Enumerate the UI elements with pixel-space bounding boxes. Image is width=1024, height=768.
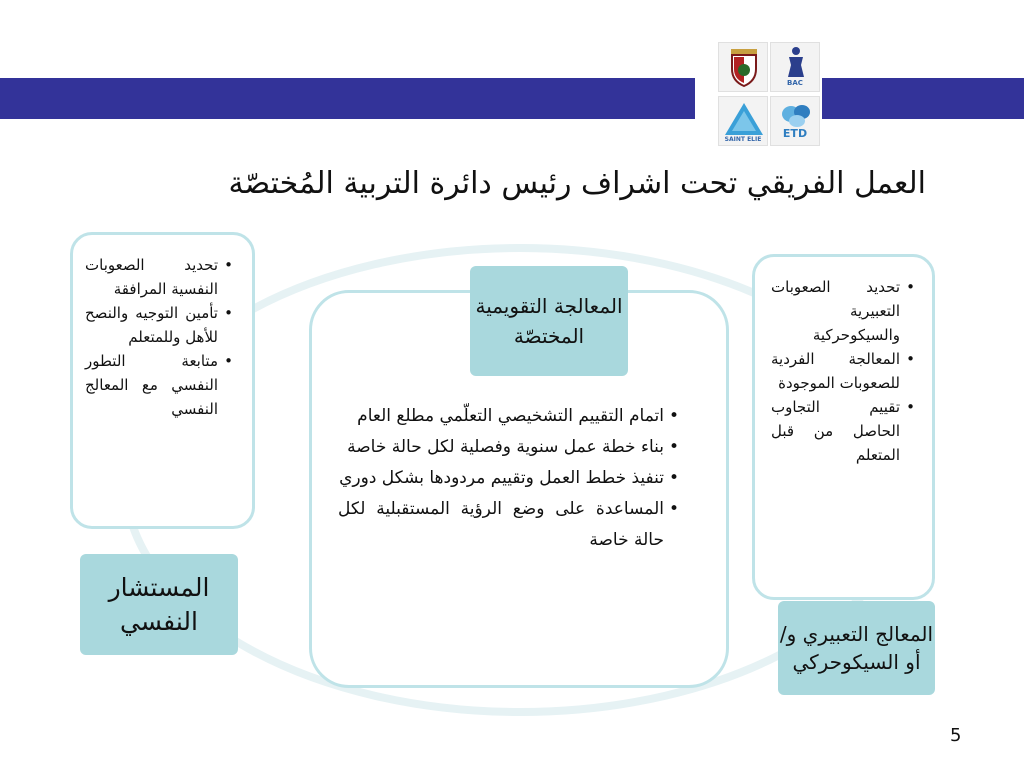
list-item: • تنفيذ خطط العمل وتقييم مردودها بشكل دوري [338,463,664,494]
slide-title: العمل الفريقي تحت اشراف رئيس دائرة التربية المُختصّة [228,166,926,201]
center-task-list [338,401,682,556]
therapist-tasks-box [752,254,935,600]
etd-drop-icon: ETD [770,96,820,146]
center-label: المعالجة التقويمية المختصّة [470,266,628,376]
psychologist-task-list [85,253,236,421]
psychologist-tasks-box [70,232,255,529]
list-item: • تحديد الصعوبات التعبيرية والسيكوحركية [771,275,900,347]
list-item: • متابعة التطور النفسي مع المعالج النفسي [85,349,218,421]
list-item: • المعالجة الفردية للصعوبات الموجودة [771,347,900,395]
list-item: • تحديد الصعوبات النفسية المرافقة [85,253,218,301]
list-item: • بناء خطة عمل سنوية وفصلية لكل حالة خاصة [338,432,664,463]
page-number: 5 [950,725,962,746]
psychologist-label: المستشار النفسي [80,554,238,655]
saint-elie-triangle-icon: SAINT ELIE [718,96,768,146]
list-item: • تأمين التوجيه والنصح للأهل وللمتعلم [85,301,218,349]
therapist-label: المعالج التعبيري و/أو السيكوحركي [778,601,935,695]
bac-figure-icon: BAC [770,42,820,92]
list-item: • اتمام التقييم التشخيصي التعلّمي مطلع العام [338,401,664,432]
list-item: • تقييم التجاوب الحاصل من قبل المتعلم [771,395,900,467]
list-item: • المساعدة على وضع الرؤية المستقبلية لكل حالة خاصة [338,494,664,556]
therapist-task-list [771,275,918,467]
